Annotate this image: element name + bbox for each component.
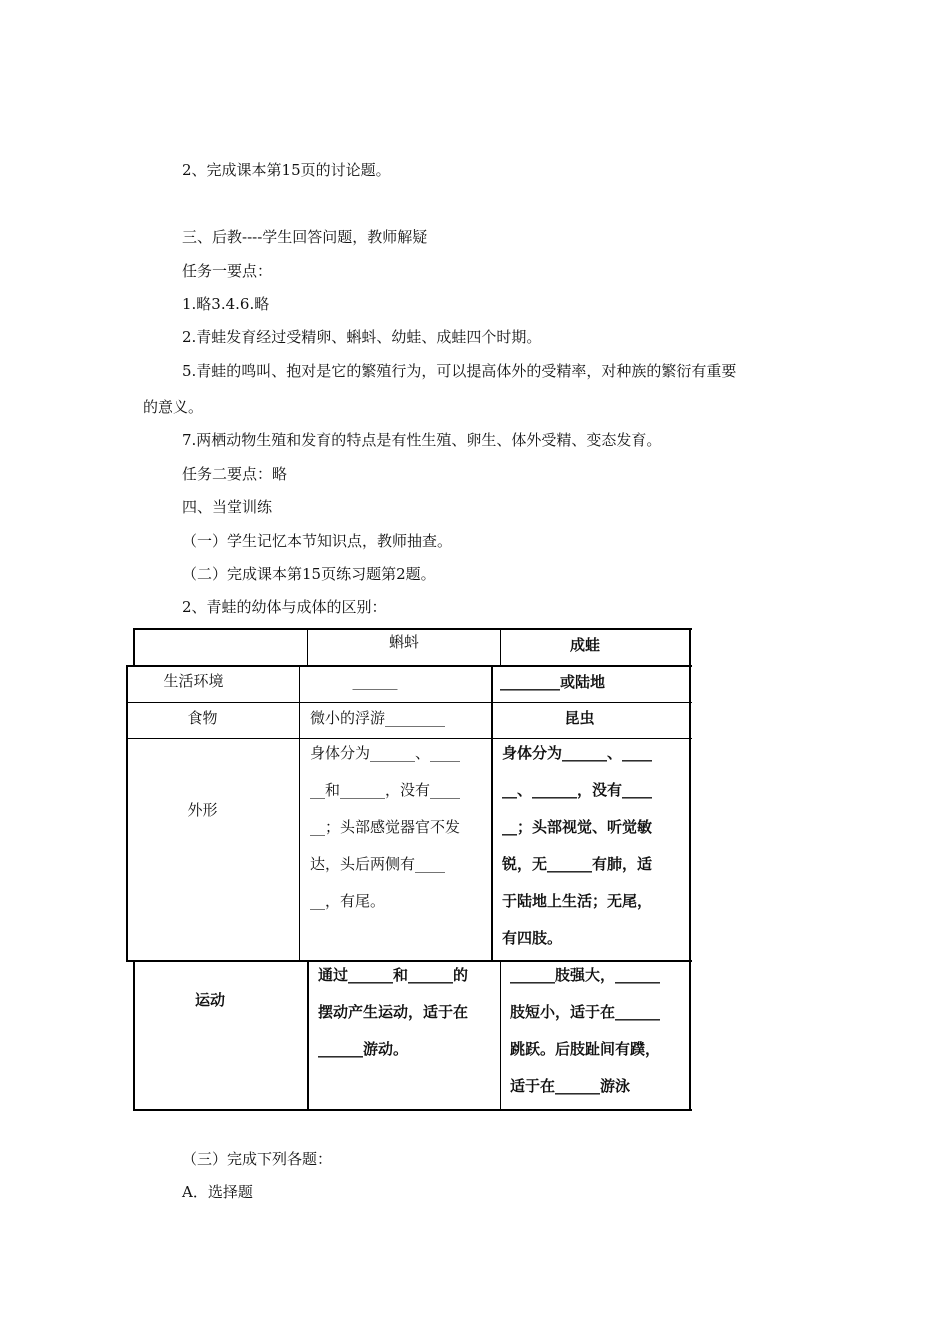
table-border <box>500 960 501 1111</box>
row-shape-frog-line: 锐，无______有肺，适 <box>502 855 653 873</box>
row-shape-frog-line: 于陆地上生活；无尾， <box>502 892 653 910</box>
practice-2: （二）完成课本第15页练习题第2题。 <box>182 565 436 583</box>
choice-heading: A．选择题 <box>182 1183 253 1201</box>
row-move-tadpole-line: 通过______和______的 <box>318 966 469 984</box>
task2-heading: 任务二要点：略 <box>182 465 288 483</box>
row-shape-frog-line: 有四肢。 <box>502 929 563 947</box>
task1-heading: 任务一要点： <box>182 262 273 280</box>
table-border <box>689 628 691 1111</box>
row-env-tadpole: ______ <box>352 672 398 690</box>
header-frog: 成蛙 <box>569 636 600 654</box>
row-shape-tadpole-line: __；头部感觉器官不发 <box>310 818 461 836</box>
practice-2-question: 2、青蛙的幼体与成体的区别： <box>182 598 387 616</box>
practice-3: （三）完成下列各题： <box>182 1150 333 1168</box>
row-food-frog: 昆虫 <box>564 709 595 727</box>
section-title-4: 四、当堂训练 <box>182 498 273 516</box>
row-env-frog: ________或陆地 <box>500 673 606 691</box>
section-title-3: 三、后教----学生回答问题，教师解疑 <box>182 228 428 246</box>
row-move-tadpole-line: 摆动产生运动，适于在 <box>318 1003 469 1021</box>
header-corner <box>135 628 307 665</box>
row-move-label: 运动 <box>194 991 225 1009</box>
row-move-frog-line: 跳跃。后肢趾间有蹼， <box>510 1040 661 1058</box>
row-move-frog-line: ______肢强大，______ <box>510 966 661 984</box>
row-shape-tadpole-line: __，有尾。 <box>310 892 386 910</box>
task1-item-5a: 5.青蛙的鸣叫、抱对是它的繁殖行为，可以提高体外的受精率，对种族的繁衍有重要 <box>182 362 737 380</box>
practice-1: （一）学生记忆本节知识点，教师抽查。 <box>182 532 453 550</box>
row-shape-tadpole-line: 达，头后两侧有____ <box>310 855 446 873</box>
table-border <box>133 1109 692 1111</box>
task1-item-1: 1.略3.4.6.略 <box>182 295 270 313</box>
table-border <box>299 665 300 962</box>
row-shape-label: 外形 <box>187 801 218 819</box>
header-tadpole: 蝌蚪 <box>388 633 419 651</box>
row-shape-tadpole-line: __和______，没有____ <box>310 781 461 799</box>
row-env-label: 生活环境 <box>163 672 224 690</box>
row-move-tadpole-line: ______游动。 <box>318 1040 409 1058</box>
task1-item-5b: 的意义。 <box>143 398 204 416</box>
row-shape-tadpole-line: 身体分为______、____ <box>310 744 461 762</box>
row-food-label: 食物 <box>187 709 218 727</box>
row-shape-frog-line: 身体分为______、____ <box>502 744 653 762</box>
row-food-tadpole: 微小的浮游________ <box>310 709 446 727</box>
task1-item-2: 2.青蛙发育经过受精卵、蝌蚪、幼蛙、成蛙四个时期。 <box>182 328 542 346</box>
row-shape-frog-line: __；头部视觉、听觉敏 <box>502 818 653 836</box>
row-shape-frog-line: __、______，没有____ <box>502 781 653 799</box>
row-move-frog-line: 适于在______游泳 <box>510 1077 631 1095</box>
task1-item-7: 7.两栖动物生殖和发育的特点是有性生殖、卵生、体外受精、变态发育。 <box>182 431 662 449</box>
para-discussion: 2、完成课本第15页的讨论题。 <box>182 161 391 179</box>
row-move-frog-line: 肢短小，适于在______ <box>510 1003 661 1021</box>
table-border <box>307 960 309 1111</box>
